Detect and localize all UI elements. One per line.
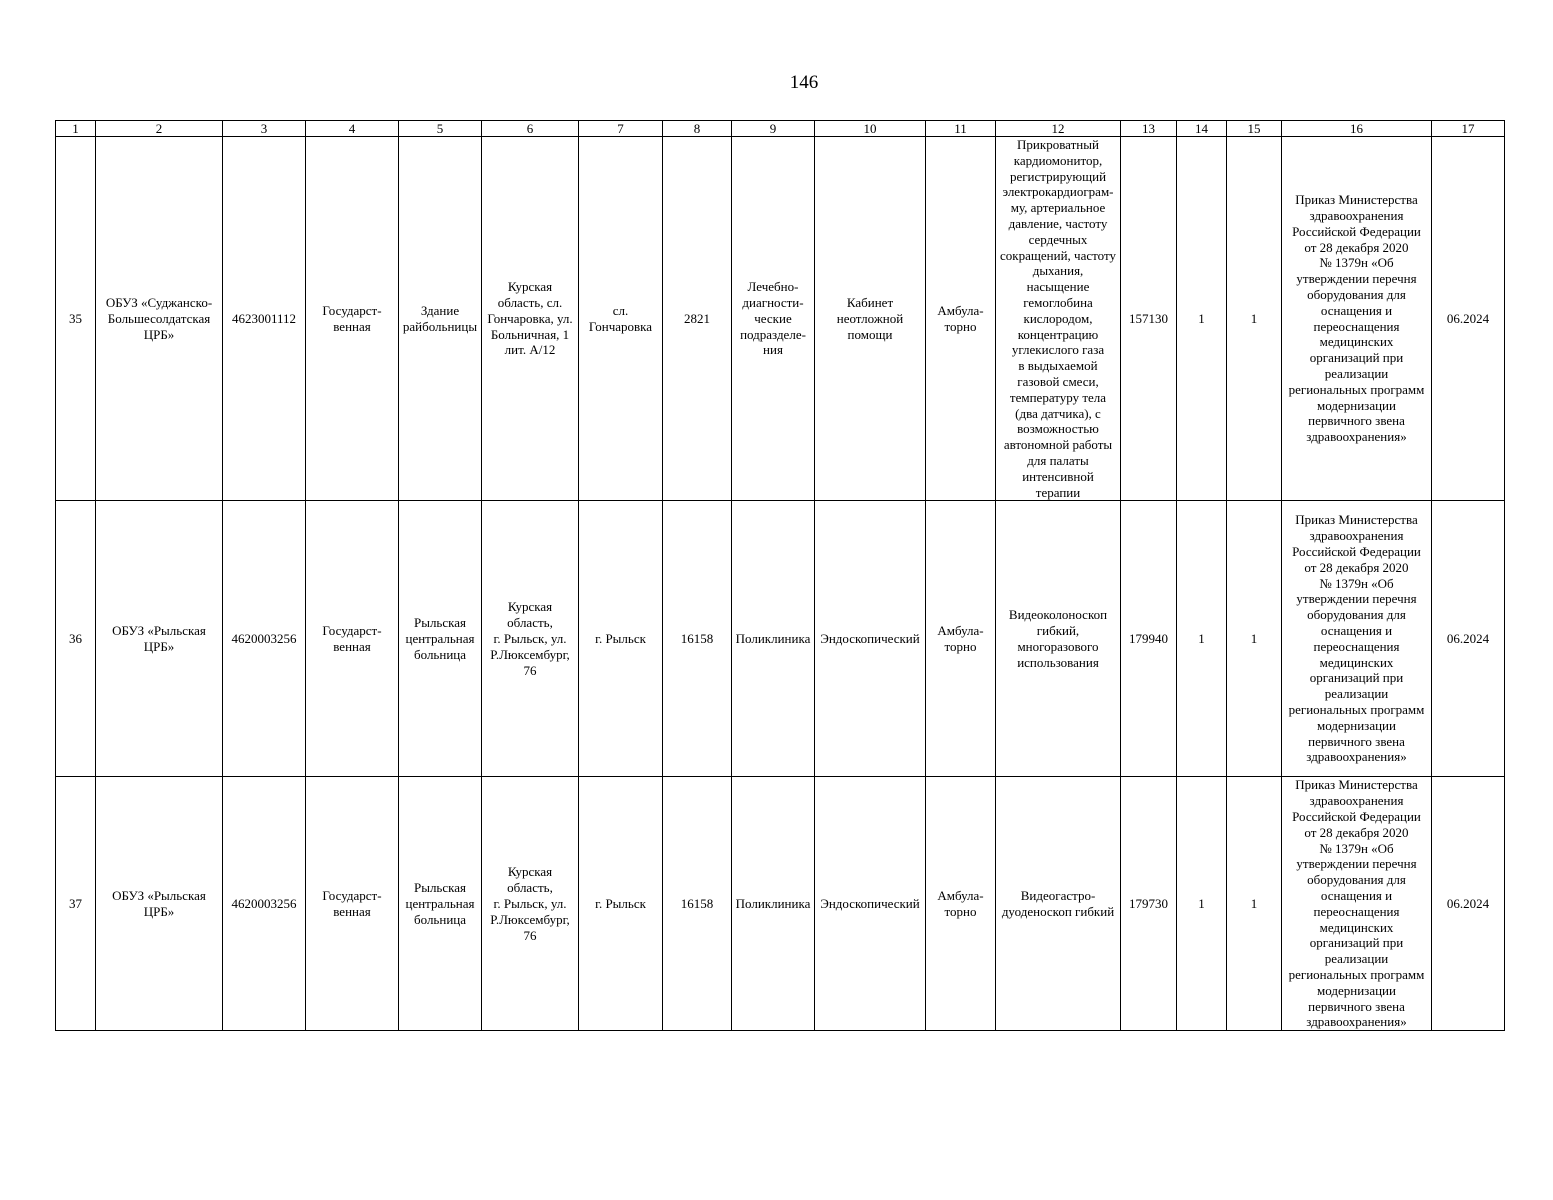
cell-number: 36 [56,501,96,777]
column-header: 10 [815,121,926,137]
cell-address: Курская область, г. Рыльск, ул. Р.Люксембург, 76 [482,501,579,777]
column-header: 4 [306,121,399,137]
column-header: 6 [482,121,579,137]
cell-settlement: г. Рыльск [579,501,663,777]
cell-quantity-a: 1 [1177,777,1227,1031]
cell-quantity-b: 1 [1227,777,1282,1031]
table-row [56,501,1505,777]
cell-inn: 4620003256 [223,501,306,777]
cell-number: 37 [56,777,96,1031]
cell-ownership: Государст- венная [306,501,399,777]
cell-cabinet: Эндоскопический [815,777,926,1031]
cell-unit: Лечебно- диагности- ческие подразделе- ния [732,137,815,501]
cell-quantity-a: 1 [1177,501,1227,777]
column-number-row [56,121,1505,137]
cell-population: 2821 [663,137,732,501]
cell-code: 179730 [1121,777,1177,1031]
cell-settlement: сл. Гончаровка [579,137,663,501]
cell-building: Рыльская центральная больница [399,501,482,777]
cell-settlement: г. Рыльск [579,777,663,1031]
column-header: 14 [1177,121,1227,137]
cell-address: Курская область, сл. Гончаровка, ул. Больничная, 1 лит. А/12 [482,137,579,501]
column-header: 9 [732,121,815,137]
column-header: 7 [579,121,663,137]
cell-legal-basis: Приказ Министерства здравоохранения Российской Федерации от 28 декабря 2020 № 1379н «Об утверждении перечня оборудования для оснащения и переоснащения медицинских организаций при реализации региональных программ модернизации первичного звена здравоохранения» [1282,501,1432,777]
cell-inn: 4620003256 [223,777,306,1031]
cell-ownership: Государст- венная [306,137,399,501]
cell-care-form: Амбула- торно [926,501,996,777]
cell-quantity-b: 1 [1227,501,1282,777]
cell-organization: ОБУЗ «Рыльская ЦРБ» [96,777,223,1031]
equipment-table [55,120,1505,1031]
cell-cabinet: Эндоскопический [815,501,926,777]
table-row [56,137,1505,501]
cell-ownership: Государст- венная [306,777,399,1031]
cell-unit: Поликлиника [732,777,815,1031]
cell-building: Здание райбольницы [399,137,482,501]
column-header: 8 [663,121,732,137]
cell-inn: 4623001112 [223,137,306,501]
cell-population: 16158 [663,777,732,1031]
cell-unit: Поликлиника [732,501,815,777]
cell-deadline: 06.2024 [1432,777,1505,1031]
cell-quantity-a: 1 [1177,137,1227,501]
cell-address: Курская область, г. Рыльск, ул. Р.Люксембург, 76 [482,777,579,1031]
cell-building: Рыльская центральная больница [399,777,482,1031]
cell-care-form: Амбула- торно [926,777,996,1031]
column-header: 16 [1282,121,1432,137]
cell-organization: ОБУЗ «Суджанско- Большесолдатская ЦРБ» [96,137,223,501]
cell-care-form: Амбула- торно [926,137,996,501]
column-header: 17 [1432,121,1505,137]
cell-population: 16158 [663,501,732,777]
column-header: 12 [996,121,1121,137]
column-header: 15 [1227,121,1282,137]
cell-organization: ОБУЗ «Рыльская ЦРБ» [96,501,223,777]
cell-code: 179940 [1121,501,1177,777]
cell-equipment: Видеогастро- дуоденоскоп гибкий [996,777,1121,1031]
column-header: 11 [926,121,996,137]
column-header: 1 [56,121,96,137]
cell-legal-basis: Приказ Министерства здравоохранения Российской Федерации от 28 декабря 2020 № 1379н «Об утверждении перечня оборудования для оснащения и переоснащения медицинских организаций при реализации региональных программ модернизации первичного звена здравоохранения» [1282,137,1432,501]
column-header: 2 [96,121,223,137]
column-header: 5 [399,121,482,137]
cell-code: 157130 [1121,137,1177,501]
table-row [56,777,1505,1031]
cell-equipment: Видеоколоноскоп гибкий, многоразового использования [996,501,1121,777]
cell-legal-basis: Приказ Министерства здравоохранения Российской Федерации от 28 декабря 2020 № 1379н «Об утверждении перечня оборудования для оснащения и переоснащения медицинских организаций при реализации региональных программ модернизации первичного звена здравоохранения» [1282,777,1432,1031]
cell-number: 35 [56,137,96,501]
page-number: 146 [789,72,819,93]
cell-equipment: Прикроватный кардиомонитор, регистрирующий электрокардиограм- му, артериальное давление, частоту сердечных сокращений, частоту дыхания, насыщение гемоглобина кислородом, концентрацию углекислого газа в выдыхаемой газовой смеси, температуру тела (два датчика), с возможностью автономной работы для палаты интенсивной терапии [996,137,1121,501]
column-header: 13 [1121,121,1177,137]
cell-deadline: 06.2024 [1432,501,1505,777]
column-header: 3 [223,121,306,137]
cell-cabinet: Кабинет неотложной помощи [815,137,926,501]
cell-deadline: 06.2024 [1432,137,1505,501]
cell-quantity-b: 1 [1227,137,1282,501]
